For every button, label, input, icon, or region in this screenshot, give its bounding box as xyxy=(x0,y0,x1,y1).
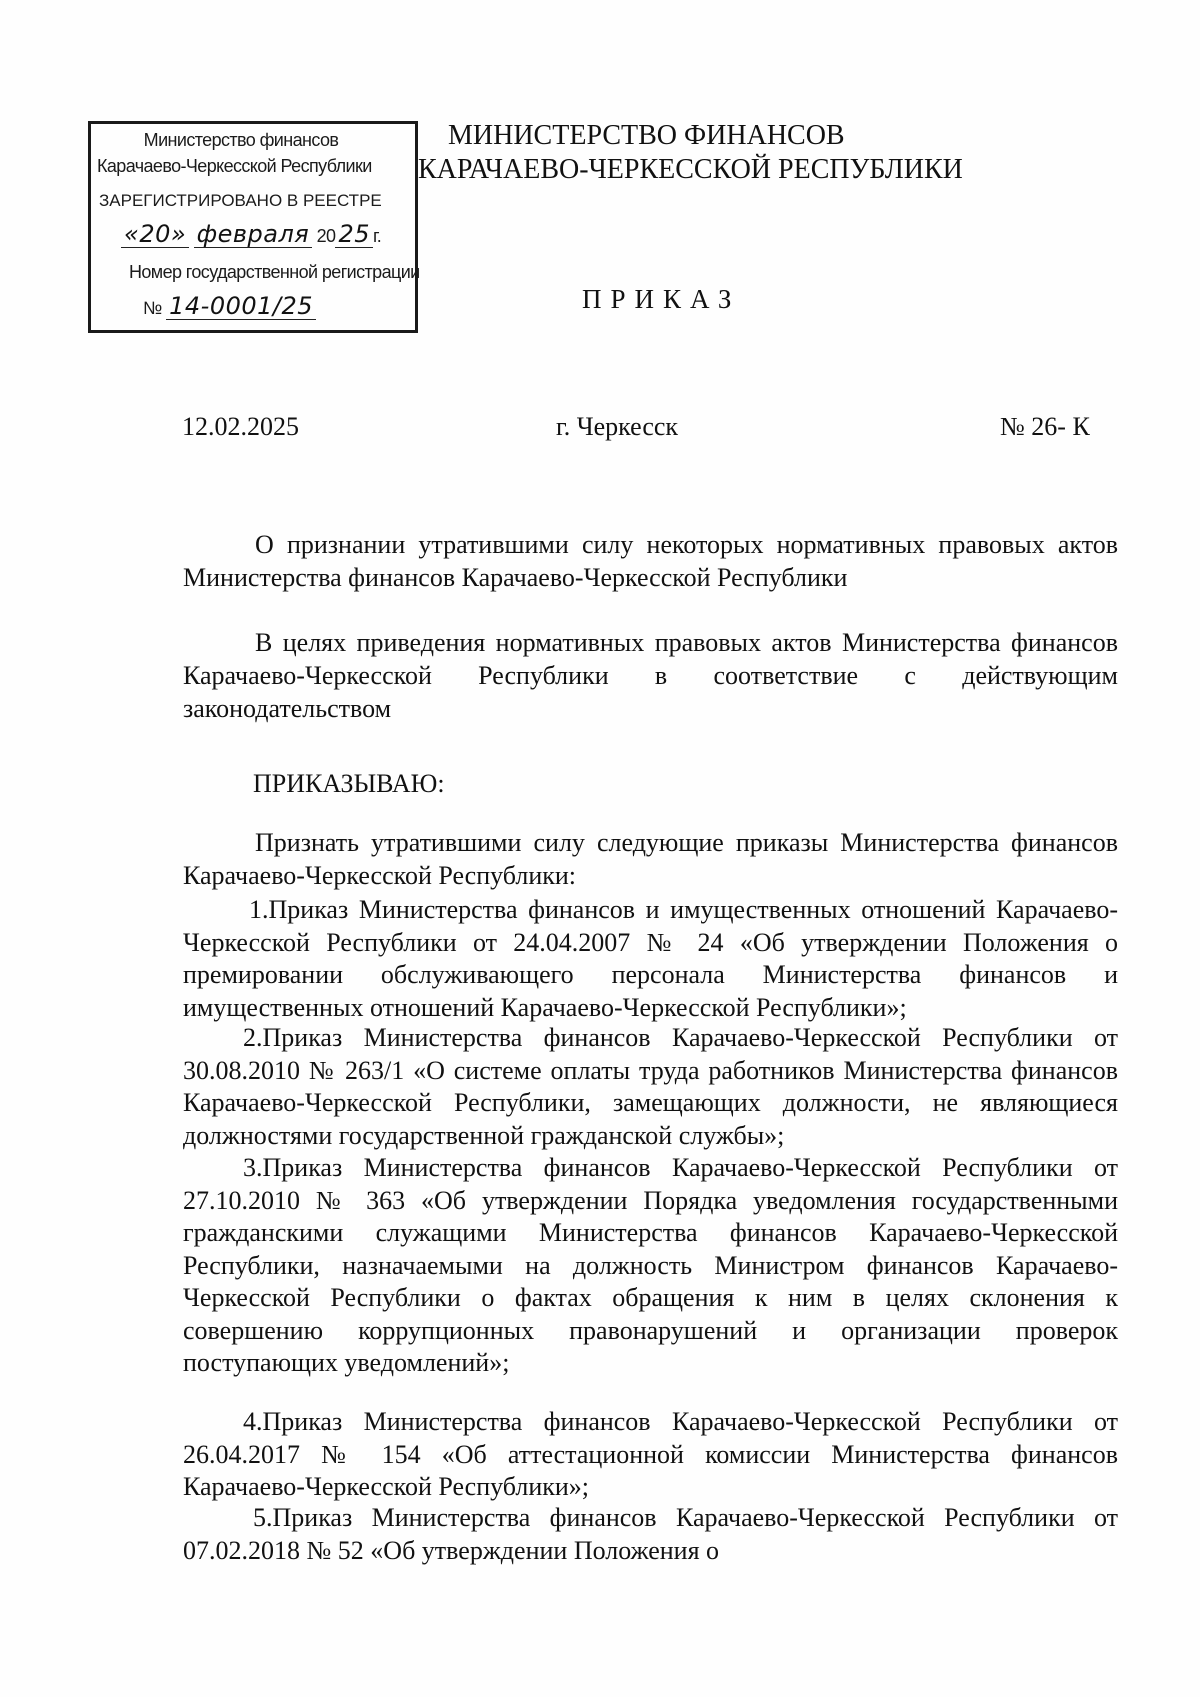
registration-stamp xyxy=(88,121,418,333)
stamp-year-end: г. xyxy=(373,226,382,246)
stamp-num-prefix: № xyxy=(143,298,162,318)
stamp-ministry-line: Министерство финансов xyxy=(143,130,339,150)
stamp-regnum-label: Номер государственной регистрации xyxy=(129,262,420,282)
ministry-name-line2: КАРАЧАЕВО-ЧЕРКЕССКОЙ РЕСПУБЛИКИ xyxy=(418,154,963,185)
stamp-republic-line: Карачаево-Черкесской Республики xyxy=(97,156,372,176)
stamp-regnum: 14-0001/25 xyxy=(166,294,316,320)
order-number: № 26- К xyxy=(1000,412,1090,441)
stamp-regnum-line xyxy=(143,294,467,320)
stamp-month: февраля xyxy=(194,222,313,248)
list-item: 2.Приказ Министерства финансов Карачаево-Черкесской Республики от 30.08.2010 № 263/1 «О системе оплаты труда работников Министерства финансов Карачаево-Черкесской Республики, замещающих должности, не являющиеся должностями государственной гражданской службы»; xyxy=(183,1023,1118,1150)
document-type-title: ПРИКАЗ xyxy=(582,284,741,314)
order-lead: Признать утратившими силу следующие приказы Министерства финансов Карачаево-Черкесской Республики: xyxy=(183,828,1118,890)
order-heading: О признании утратившими силу некоторых нормативных правовых актов Министерства финансов Карачаево-Черкесской Республики xyxy=(183,530,1118,592)
ministry-name-line1: МИНИСТЕРСТВО ФИНАНСОВ xyxy=(448,120,845,151)
stamp-date-line xyxy=(121,222,445,248)
stamp-day: «20» xyxy=(121,222,189,248)
order-city: г. Черкесск xyxy=(556,412,679,441)
ministry-header xyxy=(418,119,978,187)
order-intro: В целях приведения нормативных правовых актов Министерства финансов Карачаево-Черкесской Республики в соответствие с действующим законодательством xyxy=(183,628,1118,723)
stamp-year-suffix: 25 xyxy=(335,222,373,248)
stamp-registered-label: ЗАРЕГИСТРИРОВАНО В РЕЕСТРЕ xyxy=(99,191,382,210)
list-item: 1.Приказ Министерства финансов и имущественных отношений Карачаево-Черкесской Республики от 24.04.2007 № 24 «Об утверждении Положения о премировании обслуживающего персонала Министерства финансов и имущественных отношений Карачаево-Черкесской Республики»; xyxy=(183,895,1118,1022)
order-date: 12.02.2025 xyxy=(182,412,299,441)
decree-word: ПРИКАЗЫВАЮ: xyxy=(253,769,445,798)
list-item: 5.Приказ Министерства финансов Карачаево-Черкесской Республики от 07.02.2018 № 52 «Об утверждении Положения о xyxy=(183,1503,1118,1565)
list-item: 4.Приказ Министерства финансов Карачаево-Черкесской Республики от 26.04.2017 № 154 «Об аттестационной комиссии Министерства финансов Карачаево-Черкесской Республики»; xyxy=(183,1407,1118,1501)
stamp-year-prefix: 20 xyxy=(316,226,336,246)
list-item: 3.Приказ Министерства финансов Карачаево-Черкесской Республики от 27.10.2010 № 363 «Об утверждении Порядка уведомления государственными гражданскими служащими Министерства финансов Карачаево-Черкесской Республики, назначаемыми на должность Министром финансов Карачаево-Черкесской Республики о фактах обращения к ним в целях склонения к совершению коррупционных правонарушений и организации проверок поступающих уведомлений»; xyxy=(183,1153,1118,1377)
